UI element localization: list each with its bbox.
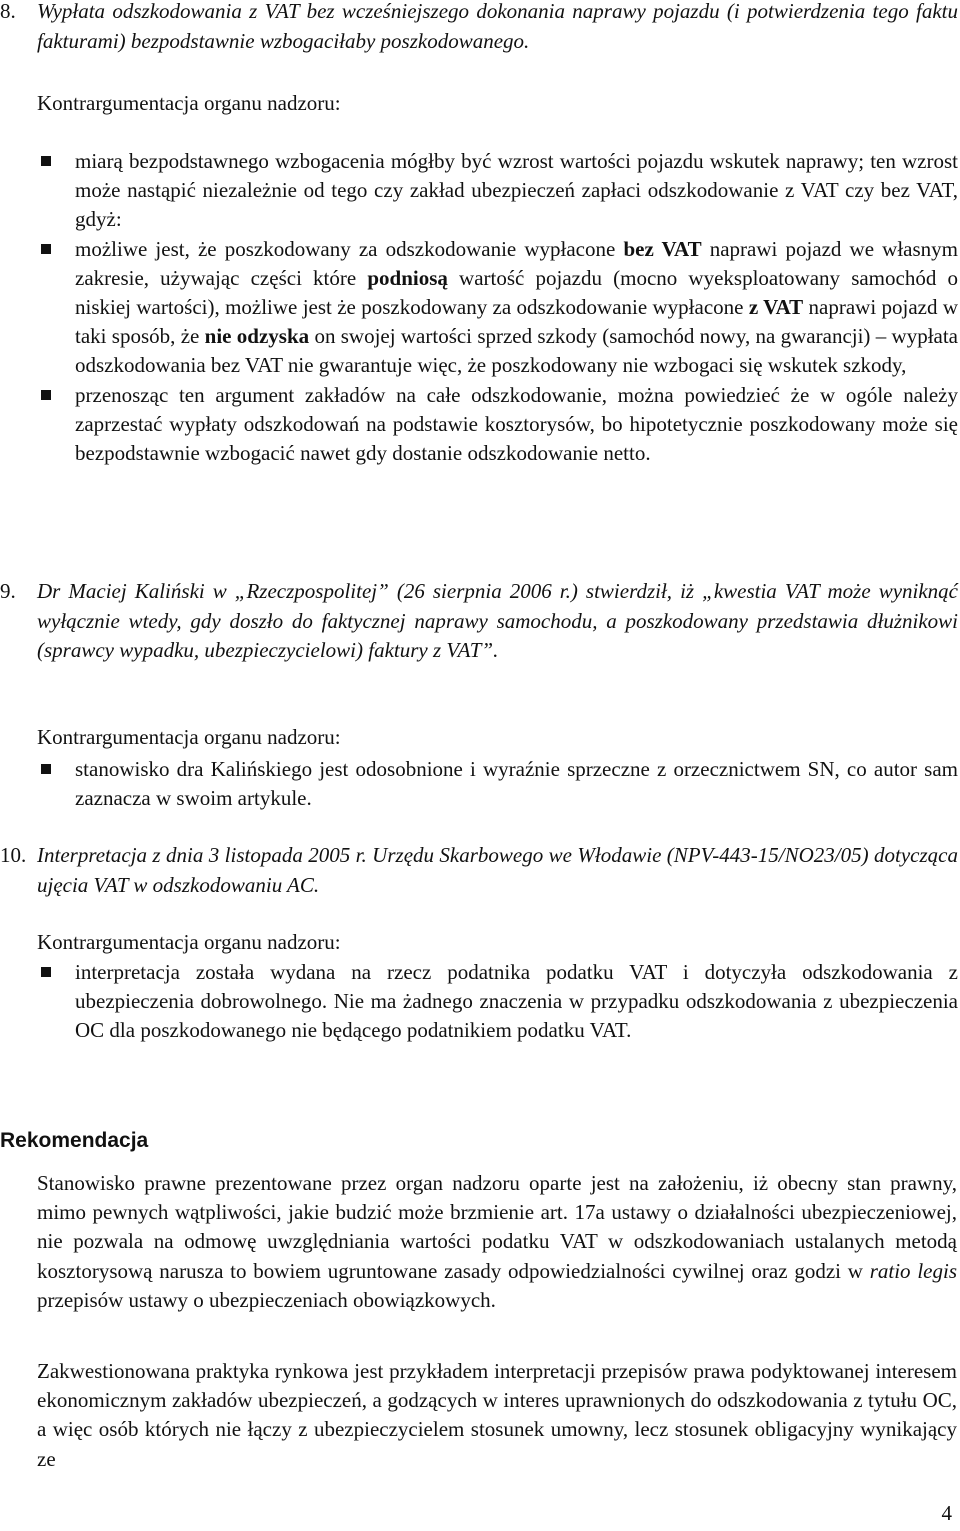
section-10-bullets — [0, 958, 958, 1046]
bullet-square-icon — [41, 764, 51, 774]
section-9-number: 9. — [0, 579, 16, 603]
section-8-number: 8. — [0, 0, 16, 23]
bullet-square-icon — [41, 244, 51, 254]
section-10-title: Interpretacja z dnia 3 listopada 2005 r. Urzędu Skarbowego we Włodawie (NPV-443-15/NO23/05) dotycząca ujęcia VAT w odszkodowaniu AC. — [37, 843, 958, 897]
section-10-counter-label: Kontrargumentacja organu nadzoru: — [37, 930, 341, 954]
section-9-heading — [0, 577, 958, 666]
list-item: przenosząc ten argument zakładów na całe odszkodowanie, można powiedzieć że w ogóle należy zaprzestać wypłaty odszkodowań na podstawie kosztorysów, bo hipotetycznie poszkodowany może się bezpodstawnie wzbogacić nawet gdy dostanie odszkodowanie netto. — [0, 381, 958, 469]
bullet-square-icon — [41, 156, 51, 166]
section-8-heading — [0, 0, 958, 56]
section-9-bullets — [0, 755, 958, 813]
page-number: 4 — [941, 1501, 952, 1525]
rekomendacja-paragraph-1: Stanowisko prawne prezentowane przez organ nadzoru oparte jest na założeniu, iż obecny stan prawny, mimo pewnych wątpliwości, jakie budzić może brzmienie art. 17a ustawy o działalności ubezpieczeniowej, nie pozwala na odmowę uwzględniania wartości podatku VAT w odszkodowaniach ustalanych metodą kosztorysową narusza to bowiem ugruntowane zasady odpowiedzialności cywilnej oraz godzi w ratio legis przepisów ustawy o ubezpieczeniach obowiązkowych. — [37, 1171, 957, 1312]
list-item: interpretacja została wydana na rzecz podatnika podatku VAT i dotyczyła odszkodowania z ubezpieczenia dobrowolnego. Nie ma żadnego znaczenia w przypadku odszkodowania z ubezpieczenia OC dla poszkodowanego nie będącego podatnikiem podatku VAT. — [0, 958, 958, 1046]
section-9-counter-label: Kontrargumentacja organu nadzoru: — [37, 725, 341, 749]
rekomendacja-paragraph-2: Zakwestionowana praktyka rynkowa jest przykładem interpretacji przepisów prawa podyktowanej interesem ekonomicznym zakładów ubezpieczeń, a godzących w interes uprawnionych do odszkodowania z tytułu OC, a więc osób których nie łączy z ubezpieczycielem stosunek umowny, lecz stosunek obligacyjny wynikający ze — [37, 1359, 957, 1471]
rekomendacja-heading: Rekomendacja — [0, 1129, 149, 1152]
list-item: możliwe jest, że poszkodowany za odszkodowanie wypłacone bez VAT naprawi pojazd we własnym zakresie, używając części które podniosą wartość pojazdu (mocno wyeksploatowany samochód o niskiej wartości), możliwe jest że poszkodowany za odszkodowanie wypłacone z VAT naprawi pojazd w taki sposób, że nie odzyska on swojej wartości sprzed szkody (samochód nowy, na gwarancji) – wypłata odszkodowania bez VAT nie gwarantuje więc, że poszkodowany nie wzbogaci się wskutek szkody, — [0, 235, 958, 381]
section-8-counter-label: Kontrargumentacja organu nadzoru: — [37, 91, 341, 115]
bullet-square-icon — [41, 967, 51, 977]
section-9-title: Dr Maciej Kaliński w „Rzeczpospolitej” (26 sierpnia 2006 r.) stwierdził, iż „kwestia VAT może wyniknąć wyłącznie wtedy, gdy doszło do faktycznej naprawy samochodu, a poszkodowany przedstawia dłużnikowi (sprawcy wypadku, ubezpieczycielowi) faktury z VAT”. — [37, 579, 958, 662]
list-item: stanowisko dra Kalińskiego jest odosobnione i wyraźnie sprzeczne z orzecznictwem SN, co autor sam zaznacza w swoim artykule. — [0, 755, 958, 813]
list-item: miarą bezpodstawnego wzbogacenia mógłby być wzrost wartości pojazdu wskutek naprawy; ten wzrost może nastąpić niezależnie od tego czy zakład ubezpieczeń zapłaci odszkodowanie z VAT czy bez VAT, gdyż: — [0, 147, 958, 235]
section-8-title: Wypłata odszkodowania z VAT bez wcześniejszego dokonania naprawy pojazdu (i potwierdzenia tego faktu fakturami) bezpodstawnie wzbogaciłaby poszkodowanego. — [37, 0, 958, 53]
bullet-square-icon — [41, 390, 51, 400]
section-10-heading — [0, 841, 958, 900]
section-8-bullets — [0, 147, 958, 468]
section-10-number: 10. — [0, 843, 27, 867]
